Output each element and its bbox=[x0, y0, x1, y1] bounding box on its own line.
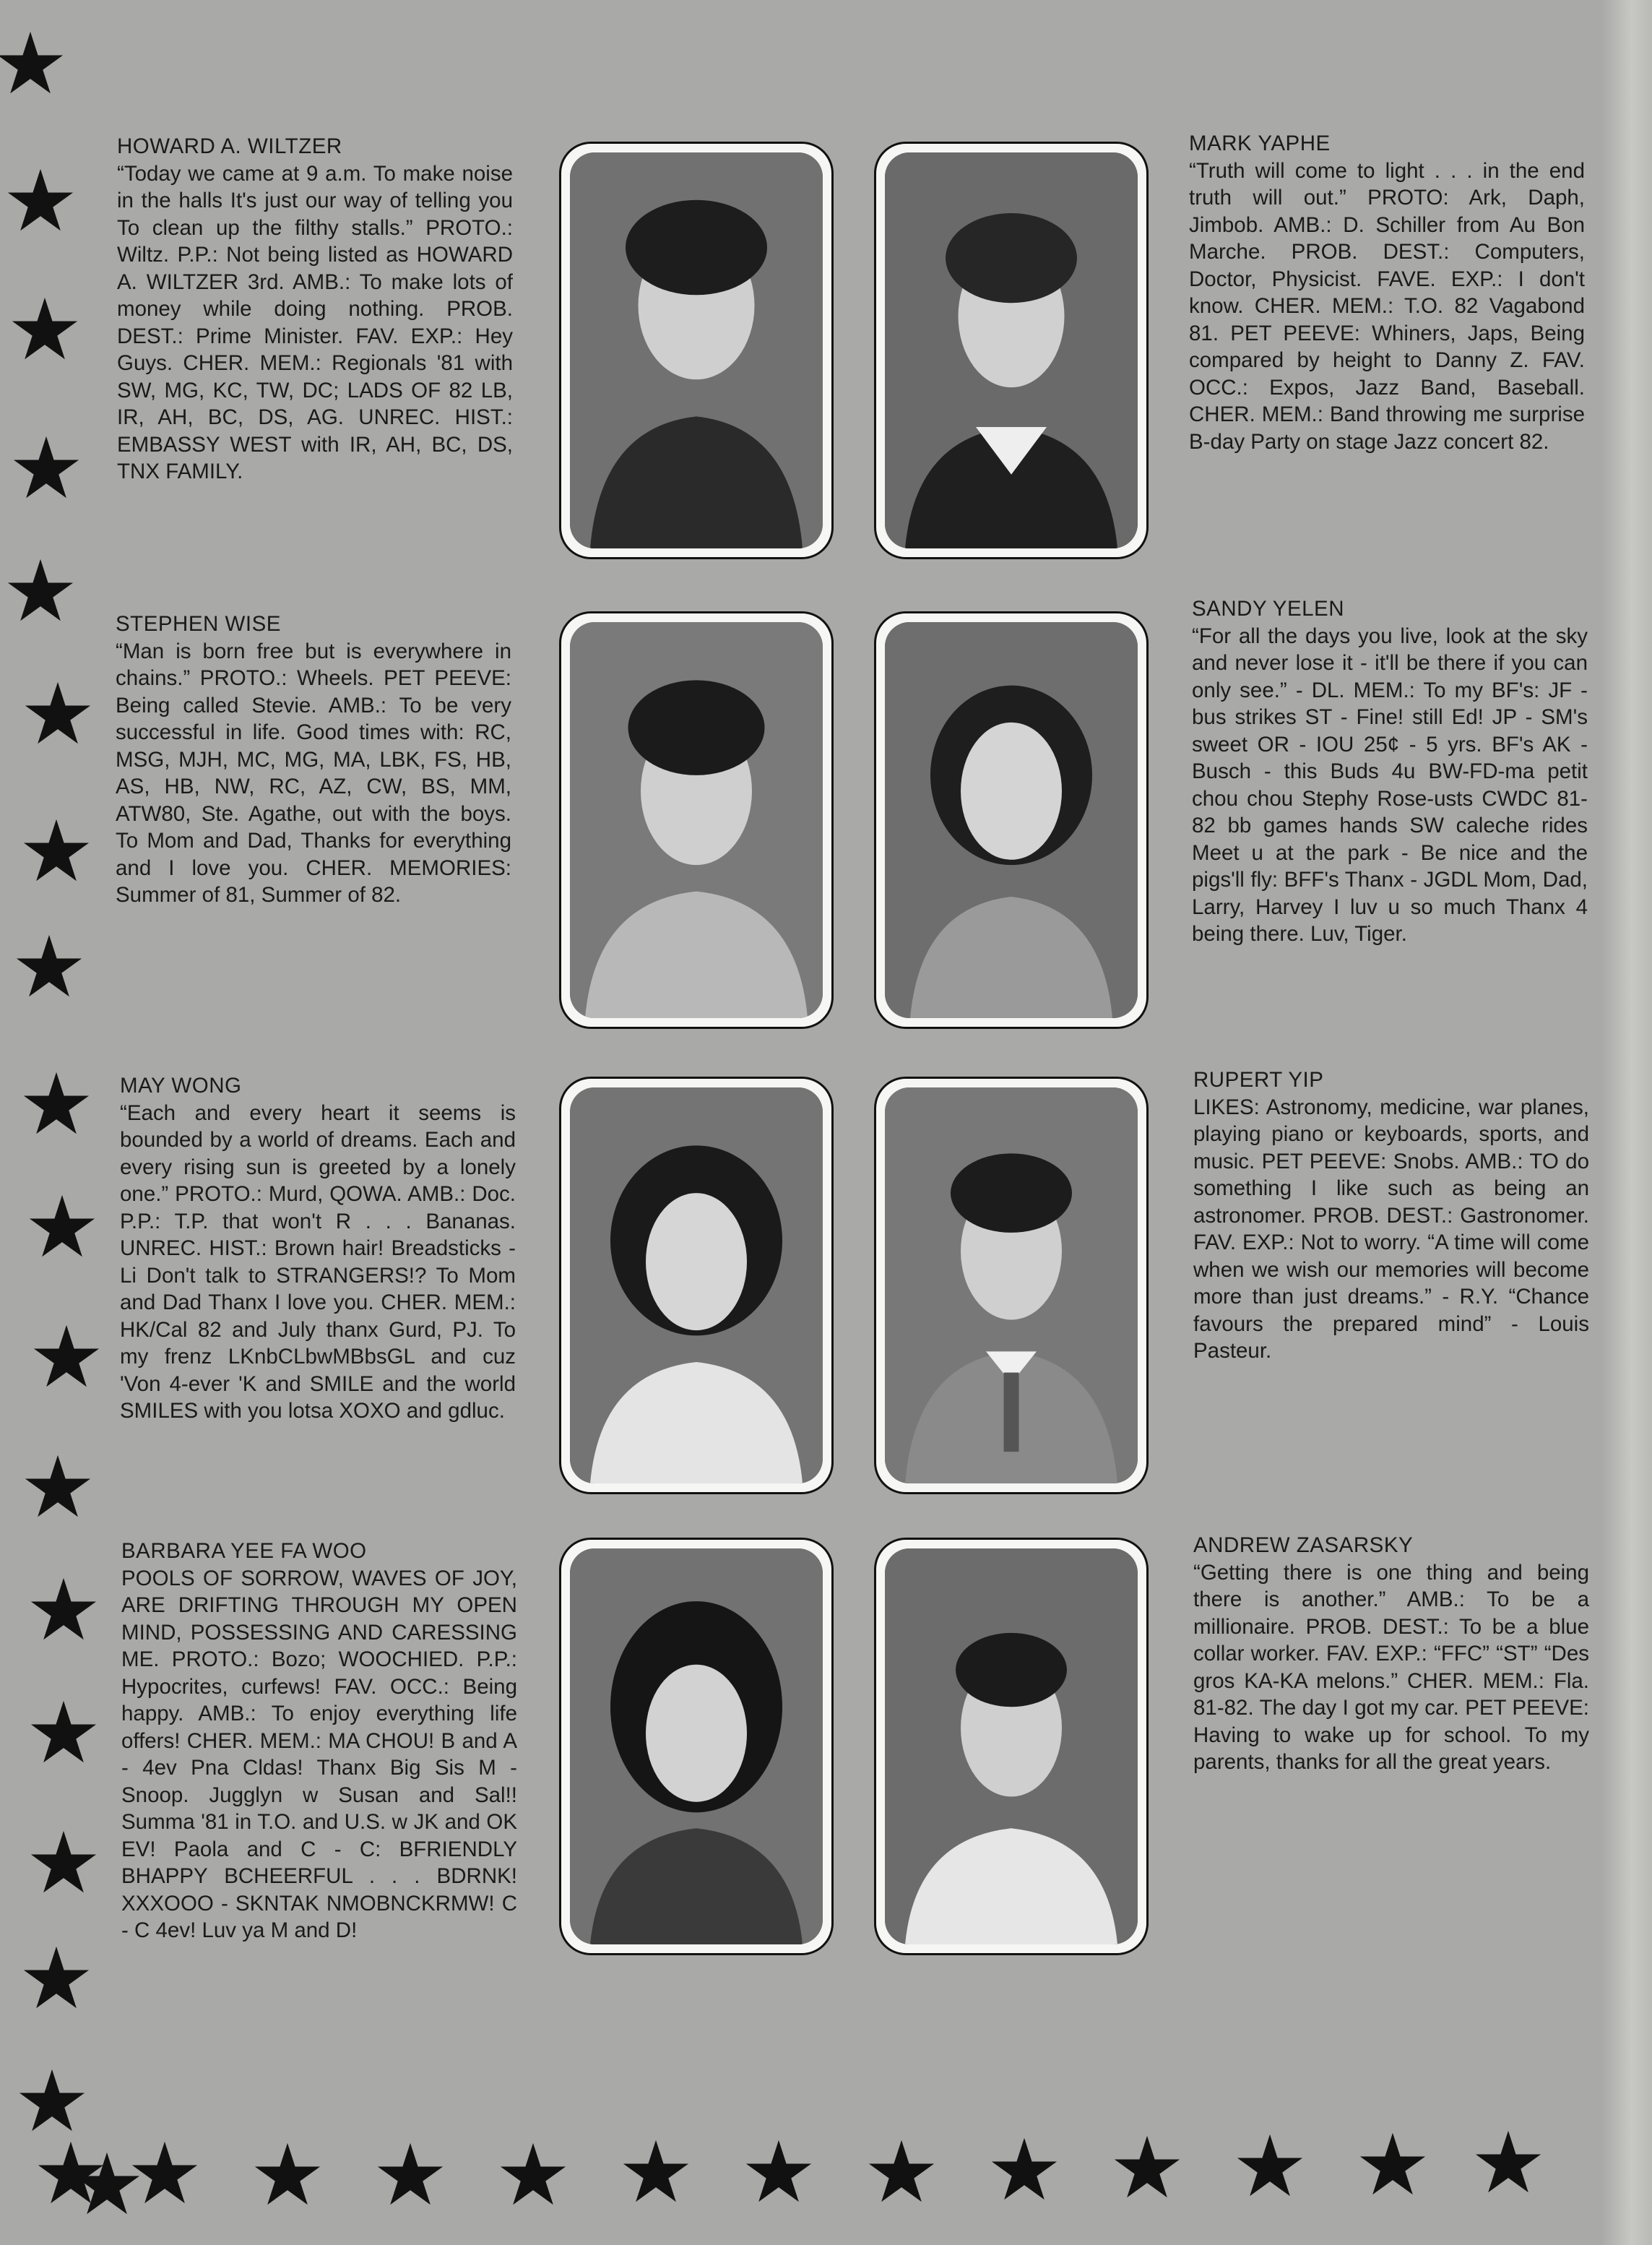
star-icon bbox=[1112, 2133, 1182, 2202]
portrait-andrew-zasarsky bbox=[874, 1538, 1149, 1955]
bio-barbara-yee-fa-woo bbox=[121, 1538, 517, 1944]
student-name: BARBARA YEE FA WOO bbox=[121, 1539, 367, 1563]
bio-howard-wiltzer bbox=[117, 133, 513, 486]
portrait-silhouette bbox=[885, 1548, 1138, 1944]
portrait-mark-yaphe bbox=[874, 142, 1149, 559]
student-name: MAY WONG bbox=[120, 1074, 242, 1098]
star-icon bbox=[744, 2137, 813, 2207]
star-icon bbox=[22, 1944, 91, 2013]
star-icon bbox=[29, 1828, 98, 1897]
portrait-silhouette bbox=[570, 622, 823, 1018]
star-icon bbox=[17, 2067, 87, 2136]
star-icon bbox=[990, 2135, 1059, 2205]
portrait-rupert-yip bbox=[874, 1077, 1149, 1494]
student-name: RUPERT YIP bbox=[1193, 1068, 1324, 1092]
star-icon bbox=[1235, 2132, 1305, 2201]
bio-sandy-yelen bbox=[1192, 595, 1588, 948]
star-icon bbox=[6, 166, 75, 236]
portrait-howard-wiltzer bbox=[559, 142, 834, 559]
student-bio: LIKES: Astronomy, medicine, war planes, playing piano or keyboards, sports, and music. PET PEEVE: Snobs. AMB.: TO do something I like such as being an astronomer. PROB. DEST.: Gastronomer. FAV. EXP.: Not to worry. “A time will come when we wish our memories will become more than just dreams.” - R.Y. “Chance favours the prepared mind” - Louis Pasteur. bbox=[1193, 1095, 1589, 1363]
star-icon bbox=[130, 2139, 199, 2208]
star-icon bbox=[32, 1322, 101, 1392]
bio-rupert-yip bbox=[1193, 1067, 1589, 1365]
portrait-stephen-wise bbox=[559, 611, 834, 1029]
star-icon bbox=[0, 29, 65, 98]
portrait-silhouette bbox=[570, 1087, 823, 1483]
page-gutter bbox=[1601, 0, 1652, 2245]
bio-stephen-wise bbox=[116, 611, 511, 909]
star-icon bbox=[6, 556, 75, 626]
portrait-barbara-yee-fa-woo bbox=[559, 1538, 834, 1955]
star-icon bbox=[10, 295, 79, 364]
portrait-silhouette bbox=[885, 622, 1138, 1018]
bio-may-wong bbox=[120, 1072, 516, 1425]
portrait-silhouette bbox=[885, 152, 1138, 548]
star-icon bbox=[14, 932, 84, 1001]
star-icon bbox=[22, 816, 91, 886]
star-icon bbox=[253, 2140, 322, 2210]
bio-andrew-zasarsky bbox=[1193, 1532, 1589, 1776]
student-name: MARK YAPHE bbox=[1189, 132, 1331, 155]
student-bio: “Getting there is one thing and being there is another.” AMB.: To be a millionaire. PROB. DEST.: To be a blue collar worker. FAV. EXP.: “FFC” “ST” “Des gros KA-KA melons.” CHER. MEM.: Fla. 81-82. The day I got my car. PET PEEVE: Having to wake up for school. To my parents, thanks for all the great years. bbox=[1193, 1560, 1589, 1774]
bio-mark-yaphe bbox=[1189, 130, 1585, 455]
star-icon bbox=[29, 1698, 98, 1767]
star-icon bbox=[12, 434, 81, 503]
star-icon bbox=[498, 2140, 568, 2210]
student-bio: POOLS OF SORROW, WAVES OF JOY, ARE DRIFTING THROUGH MY OPEN MIND, POSSESSING AND CARESSING ME. PROTO.: Bozo; WOOCHIED. P.P.: Hypocrites, curfews! FAV. OCC.: Being happy. AMB.: To enjoy everything life offers! CHER. MEM.: MA CHOU! B and A - 4ev Pna Cldas! Thanx Big Sis M - Snoop. Jugglyn w Susan and Sal!! Summa '81 in T.O. and U.S. w JK and OK EV! Paola and C - C: BFRIENDLY BHAPPY BCHEERFUL . . . BDRNK! XXXOOO - SKNTAK NMOBNCKRMW! C - C 4ev! Luv ya M and D! bbox=[121, 1566, 517, 1942]
student-name: ANDREW ZASARSKY bbox=[1193, 1533, 1414, 1557]
student-name: HOWARD A. WILTZER bbox=[117, 134, 342, 158]
portrait-silhouette bbox=[570, 152, 823, 548]
star-icon bbox=[27, 1192, 97, 1262]
student-bio: “Man is born free but is everywhere in chains.” PROTO.: Wheels. PET PEEVE: Being called Stevie. AMB.: To be very successful in life. Good times with: RC, MSG, MJH, MC, MG, MA, LBK, FS, HB, AS, HB, NW, RC, AZ, CW, BS, MM, ATW80, Ste. Agathe, out with the boys. To Mom and Dad, Thanks for everything and I love you. CHER. MEMORIES: Summer of 81, Summer of 82. bbox=[116, 639, 511, 907]
portrait-may-wong bbox=[559, 1077, 834, 1494]
portrait-sandy-yelen bbox=[874, 611, 1149, 1029]
star-icon bbox=[621, 2137, 691, 2207]
student-bio: “Truth will come to light . . . in the end truth will out.” PROTO: Ark, Daph, Jimbob. AMB.: D. Schiller from Au Bon Marche. PROB. DEST.: Computers, Doctor, Physicist. FAVE. EXP.: I don't know. CHER. MEM.: T.O. 82 Vagabond 81. PET PEEVE: Whiners, Japs, Being compared by height to Danny Z. FAV. OCC.: Expos, Jazz Band, Baseball. CHER. MEM.: Band throwing me surprise B-day Party on stage Jazz concert 82. bbox=[1189, 158, 1585, 454]
star-icon bbox=[867, 2137, 936, 2207]
student-bio: “Today we came at 9 a.m. To make noise in the halls It's just our way of telling you To clean up the filthy stalls.” PROTO.: Wiltz. P.P.: Not being listed as HOWARD A. WILTZER 3rd. AMB.: To make lots of money while doing nothing. PROB. DEST.: Prime Minister. FAV. EXP.: Hey Guys. CHER. MEM.: Regionals '81 with SW, MG, KC, TW, DC; LADS OF 82 LB, IR, AH, BC, DS, AG. UNREC. HIST.: EMBASSY WEST with IR, AH, BC, DS, TNX FAMILY. bbox=[117, 161, 513, 483]
portrait-silhouette bbox=[885, 1087, 1138, 1483]
star-icon bbox=[23, 679, 92, 749]
student-bio: “Each and every heart it seems is bounded by a world of dreams. Each and every rising sun is greeted by a lonely one.” PROTO.: Murd, QOWA. AMB.: Doc. P.P.: T.P. that won't R . . . Bananas. UNREC. HIST.: Brown hair! Breadsticks - Li Don't talk to STRANGERS!? To Mom and Dad Thanx I love you. CHER. MEM.: HK/Cal 82 and July thanx Gurd, PJ. To my frenz LKnbCLbwMBbsGL and cuz 'Von 4-ever 'K and SMILE and the world SMILES with you lotsa XOXO and gdluc. bbox=[120, 1100, 516, 1423]
star-icon bbox=[29, 1575, 98, 1645]
star-icon bbox=[23, 1452, 92, 1522]
star-icon bbox=[1358, 2130, 1427, 2199]
star-icon bbox=[1474, 2128, 1543, 2197]
student-name: SANDY YELEN bbox=[1192, 597, 1345, 621]
star-icon bbox=[376, 2140, 445, 2210]
student-bio: “For all the days you live, look at the sky and never lose it - it'll be there if you can only see.” - DL. MEM.: To my BF's: JF - bus strikes ST - Fine! still Ed! JP - SM's sweet OR - IOU 25¢ - 5 yrs. BF's AK - Busch - this Buds 4u BW-FD-ma petit chou chou Stephy Rose-usts CWDC 81-82 bb games hands SW caleche rides Meet u at the park - Be nice and the pigs'll fly: BFF's Thanx - JGDL Mom, Dad, Larry, Harvey I luv u so much Thanx 4 being there. Luv, Tiger. bbox=[1192, 624, 1588, 946]
student-name: STEPHEN WISE bbox=[116, 612, 281, 636]
star-icon bbox=[22, 1069, 91, 1139]
portrait-silhouette bbox=[570, 1548, 823, 1944]
